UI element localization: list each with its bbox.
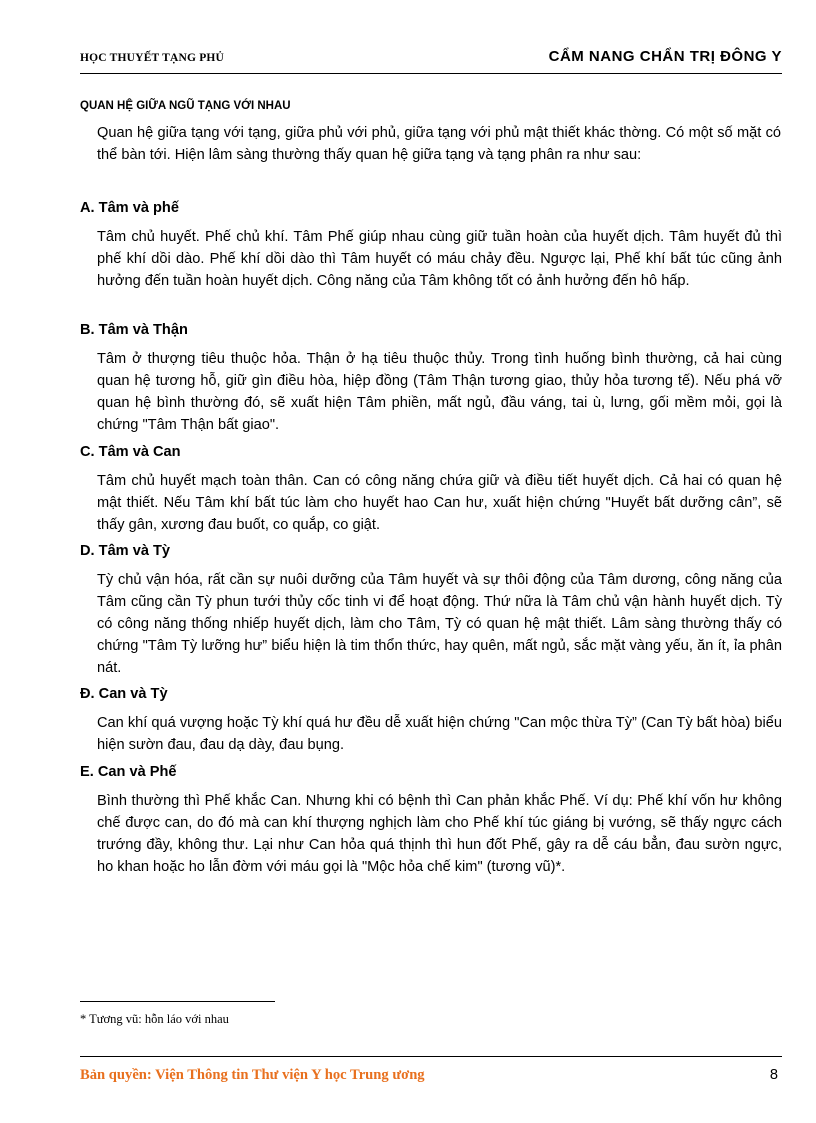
subsection-can-phe <box>80 762 782 878</box>
subsection-paragraph: Tỳ chủ vận hóa, rất cần sự nuôi dưỡng của Tâm huyết và sự thôi động của Tâm dương, công năng của Tâm cũng cần Tỳ phun tưới thủy cốc tinh vi để hoạt động. Thứ nữa là Tâm chủ vận hành huyết dịch. Tỳ có công năng thống nhiếp huyết dịch, làm cho Tâm, Tỳ có quan hệ mật thiết. Lâm sàng thường thấy có chứng "Tâm Tỳ lưỡng hư” biểu hiện là tim thổn thức, hay quên, mất ngủ, sắc mặt vàng yếu, ăn ít, ỉa phân nát. <box>97 572 782 676</box>
subsection-tam-phe <box>80 198 782 292</box>
page-number: 8 <box>769 1067 778 1083</box>
subsection-paragraph: Can khí quá vượng hoặc Tỳ khí quá hư đều dễ xuất hiện chứng "Can mộc thừa Tỳ” (Can Tỳ bất hòa) biểu hiện sườn đau, đau dạ dày, đau bụng. <box>97 715 782 753</box>
page-header <box>80 48 782 72</box>
header-divider <box>80 73 782 74</box>
subsection-paragraph: Bình thường thì Phế khắc Can. Nhưng khi có bệnh thì Can phản khắc Phế. Ví dụ: Phế khí vốn hư không chế được can, do đó mà can khí thượng nghịch làm cho Phế khí túc giáng bị vướng, sẽ thấy ngực cách trướng đầy, không thư. Lại như Can hỏa quá thịnh thì hun đốt Phế, gây ra dễ cáu bẳn, đau sườn ngực, ho khan hoặc ho lẫn đờm với máu gọi là "Mộc hỏa chế kim" (tương vũ)*. <box>97 793 782 875</box>
section-title: QUAN HỆ GIỮA NGŨ TẠNG VỚI NHAU <box>80 100 291 112</box>
subsection-paragraph: Tâm ở thượng tiêu thuộc hỏa. Thận ở hạ tiêu thuộc thủy. Trong tình huống bình thường, cả hai cùng quan hệ tương hỗ, giữ gìn điều hòa, hiệp đồng (Tâm Thận tương giao, thủy hỏa tương tế). Nếu phá vỡ quan hệ bình thường đó, sẽ xuất hiện Tâm phiền, mất ngủ, đầu váng, tai ù, lưng, gối mềm mỏi, gọi là chứng "Tâm Thận bất giao". <box>97 351 782 433</box>
subsection-heading: E. Can và Phế <box>80 764 177 780</box>
subsection-can-ty <box>80 684 782 756</box>
subsection-tam-can <box>80 442 782 536</box>
subsection-heading: B. Tâm và Thận <box>80 322 188 338</box>
subsection-heading: A. Tâm và phế <box>80 200 179 216</box>
subsection-heading: Đ. Can và Tỳ <box>80 686 168 702</box>
subsection-tam-than <box>80 320 782 436</box>
footer-divider <box>80 1056 782 1057</box>
subsection-heading: C. Tâm và Can <box>80 444 181 460</box>
chapter-title: HỌC THUYẾT TẠNG PHỦ <box>80 52 225 64</box>
book-title: CẨM NANG CHẨN TRỊ ĐÔNG Y <box>548 48 782 65</box>
intro-paragraph: Quan hệ giữa tạng với tạng, giữa phủ với phủ, giữa tạng với phủ mật thiết khác thờng. Có một số mặt có thể bàn tới. Hiện lâm sàng thường thấy quan hệ giữa tạng và tạng phân ra như sau: <box>97 125 781 163</box>
section-intro <box>97 122 781 166</box>
subsection-paragraph: Tâm chủ huyết. Phế chủ khí. Tâm Phế giúp nhau cùng giữ tuần hoàn của huyết dịch. Tâm huyết đủ thì phế khí dồi dào. Phế khí dồi dào thì Tâm huyết có máu chảy đều. Ngược lại, Phế khí bất túc cũng ảnh hưởng đến tuần hoàn huyết dịch. Công năng của Tâm không tốt có ảnh hưởng đến hô hấp. <box>97 229 782 289</box>
footnote-divider <box>80 1001 275 1002</box>
subsection-tam-ty <box>80 541 782 679</box>
subsection-heading: D. Tâm và Tỳ <box>80 543 171 559</box>
subsection-paragraph: Tâm chủ huyết mạch toàn thân. Can có công năng chứa giữ và điều tiết huyết dịch. Cả hai có quan hệ mật thiết. Nếu Tâm khí bất túc làm cho huyết hao Can hư, xuất hiện chứng "Huyết bất dưỡng cân”, sẽ thấy gân, xương đau buốt, co quắp, co giật. <box>97 473 782 533</box>
copyright-notice: Bản quyền: Viện Thông tin Thư viện Y học Trung ương <box>80 1067 425 1083</box>
footnote: * Tương vũ: hỗn láo với nhau <box>80 1012 229 1026</box>
